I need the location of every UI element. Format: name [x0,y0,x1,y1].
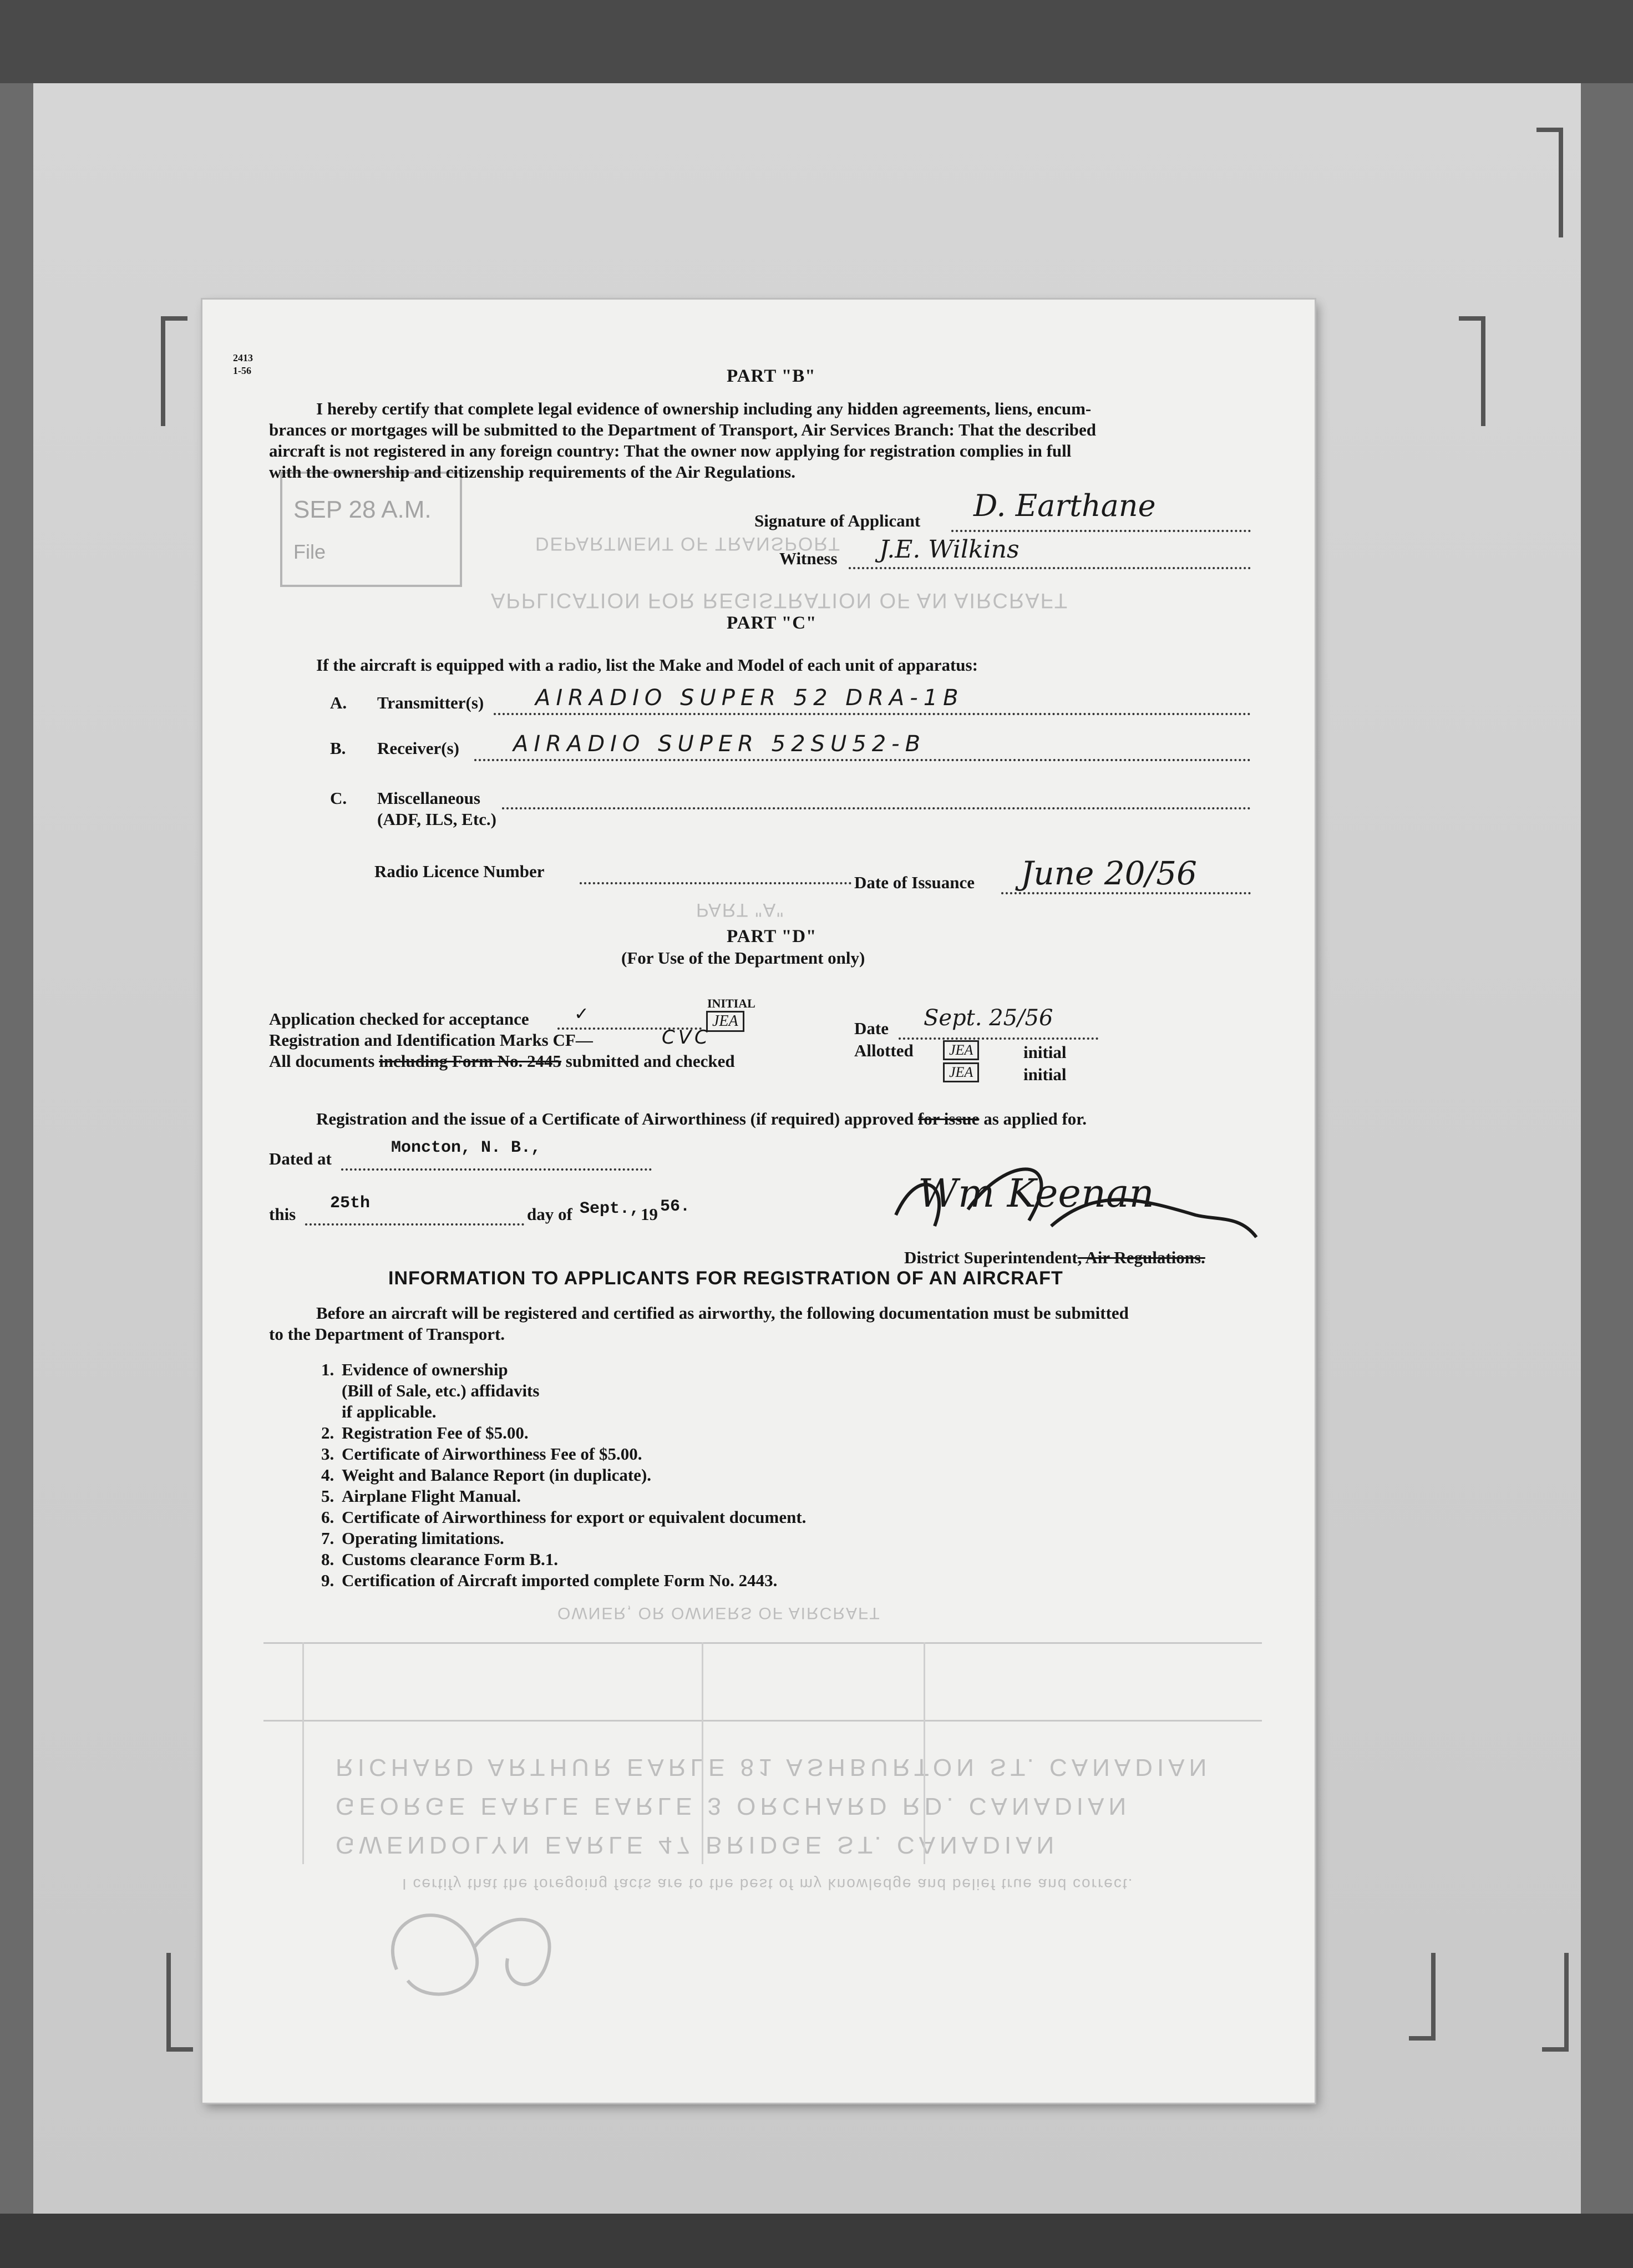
film-border-bottom [0,2214,1633,2268]
dated-at-label: Dated at [269,1149,332,1168]
film-border-top [0,0,1633,83]
allotted-label: Allotted [854,1041,914,1060]
docs-checked-label [269,1051,735,1072]
docs-label-end: submitted and checked [561,1051,735,1071]
misc-label: Miscellaneous [377,788,480,808]
official-title-struck: , Air Regulations. [1077,1248,1205,1267]
year-prefix: 19 [641,1204,658,1224]
checked-mark: ✓ [574,1004,589,1024]
allotted-initial-word-1: initial [1023,1042,1067,1062]
official-signature: Wm Keenan [918,1171,1154,1216]
issuance-line [1001,892,1251,894]
part-c-heading: PART "C" [727,613,817,633]
dated-at-line [341,1168,652,1171]
this-label: this [269,1204,296,1224]
transmitter-letter: A. [330,693,347,712]
doc-item-3: 3. Certificate of Airworthiness Fee of $5.00. [338,1444,1004,1465]
signature-applicant-line [951,530,1251,532]
doc-item-9: 9. Certification of Aircraft imported complete Form No. 2443. [338,1570,1004,1591]
approval-start: Registration and the issue of a Certificate of Airworthiness (if required) approved [316,1109,918,1128]
allotted-initial-box-1: JEA [943,1040,979,1060]
misc-sublabel: (ADF, ILS, Etc.) [377,809,497,829]
licence-line [580,882,851,884]
ghost-application: APPLICATION FOR REGISTRATION OF AN AIRCRAFT [491,589,1069,612]
receiver-line [474,759,1251,761]
part-b-line-4: with the ownership and citizenship requirements of the Air Regulations. [269,462,795,482]
allotted-initial-box-2: JEA [943,1062,979,1082]
crop-mark-bottom-left [166,1953,193,2052]
form-code-date: 1-56 [233,365,251,376]
part-d-heading: PART "D" [727,927,817,946]
crop-mark-bottom-right-inner [1409,1953,1436,2041]
date-value: Sept. 25/56 [924,1005,1053,1031]
misc-letter: C. [330,788,347,808]
licence-label: Radio Licence Number [374,862,545,881]
part-b-heading: PART "B" [727,366,816,386]
form-sheet [202,300,1315,2103]
doc-item-5: 5. Airplane Flight Manual. [338,1486,1004,1507]
received-stamp [280,472,462,587]
doc-item-7: 7. Operating limitations. [338,1528,1004,1549]
part-b-line-3: aircraft is not registered in any foreign country: That the owner now applying for registration complies in full [269,441,1072,460]
misc-line [502,807,1251,809]
doc-item-6: 6. Certificate of Airworthiness for export or equivalent document. [338,1507,1004,1528]
ghost-owner-3: GWENDOLYN EARLE 47 BRIDGE ST. CANADIAN [336,1831,1059,1859]
dated-at-value: Moncton, N. B., [391,1138,541,1157]
info-intro-2: to the Department of Transport. [269,1324,505,1344]
ghost-dept: DEPARTMENT OF TRANSPORT [535,533,841,554]
part-d-subheading: (For Use of the Department only) [621,948,865,968]
day-line [305,1223,524,1226]
docs-label-start: All documents [269,1051,379,1071]
checked-initial-box: JEA [706,1011,744,1032]
part-b-line-1: I hereby certify that complete legal evidence of ownership including any hidden agreements, liens, encum- [316,399,1092,418]
allotted-initial-word-2: initial [1023,1065,1067,1084]
marks-value: CVC [662,1026,711,1049]
crop-mark-top-right-inner [1459,316,1485,426]
doc-item-1: 1. Evidence of ownership (Bill of Sale, etc.) affidavits if applicable. [338,1359,541,1422]
doc-item-2: 2. Registration Fee of $5.00. [338,1422,1004,1444]
year-value: 56. [660,1197,691,1216]
approval-statement [316,1108,1087,1130]
official-title [904,1247,1205,1268]
witness-value: J.E. Wilkins [879,535,1020,564]
doc-item-8: 8. Customs clearance Form B.1. [338,1549,1004,1570]
witness-line [849,567,1251,569]
info-intro-1: Before an aircraft will be registered and certified as airworthy, the following documentation must be submitted [316,1303,1129,1323]
signature-applicant-label: Signature of Applicant [754,511,921,530]
day-of-label: day of [527,1204,572,1224]
docs-label-struck: including Form No. 2445 [379,1051,562,1071]
witness-label: Witness [779,549,838,568]
ghost-table-top [263,1642,1262,1644]
ghost-table-header-rule [263,1720,1262,1722]
doc-item-4: 4. Weight and Balance Report (in duplicate). [338,1465,1004,1486]
signature-applicant-value: D. Earthane [973,488,1156,523]
official-title-start: District Superintendent [904,1248,1078,1267]
day-value: 25th [330,1194,371,1213]
approval-end: as applied for. [979,1109,1087,1128]
date-line [899,1037,1098,1040]
official-signature-flourish [885,1132,1273,1259]
transmitter-line [494,713,1251,715]
stamp-date: SEP 28 A.M. [293,496,432,523]
ghost-table-col-1 [302,1642,304,1864]
documentation-list [316,1359,1004,1591]
info-title: INFORMATION TO APPLICANTS FOR REGISTRATION OF AN AIRCRAFT [388,1268,1063,1289]
ghost-signature [363,1881,641,2014]
initial-header: INITIAL [707,996,755,1010]
ghost-owners: OWNER, OR OWNERS OF AIRCRAFT [557,1604,881,1622]
ghost-owner-1: RICHARD ARTHUR EARLE 81 ASHBURTON ST. CANADIAN [336,1754,1211,1781]
ghost-table-col-3 [924,1642,925,1864]
approval-struck: for issue [917,1109,980,1128]
date-label: Date [854,1019,889,1038]
ghost-part-a: PART "A" [696,899,785,920]
transmitter-label: Transmitter(s) [377,693,484,712]
month-value: Sept., [580,1199,640,1218]
checked-label: Application checked for acceptance [269,1009,529,1029]
stamp-file: File [293,540,326,563]
receiver-value: AIRADIO SUPER 52SU52-B [513,731,926,757]
receiver-letter: B. [330,738,346,758]
marks-label: Registration and Identification Marks CF— [269,1030,593,1050]
issuance-label: Date of Issuance [854,873,975,892]
part-c-intro: If the aircraft is equipped with a radio, list the Make and Model of each unit of apparatus: [316,655,978,675]
ghost-owner-2: GEORGE EARLE EARLE 3 ORCHARD RD. CANADIAN [336,1793,1131,1820]
crop-mark-top-right [1536,128,1563,237]
ghost-table-col-2 [702,1642,703,1864]
ghost-certify: I certify that the foregoing facts are to the best of my knowledge and belief true and correct. [402,1876,1134,1893]
crop-mark-top-left [161,316,187,426]
part-b-line-2: brances or mortgages will be submitted to the Department of Transport, Air Services Branch: That the described [269,420,1097,439]
form-code-number: 2413 [233,352,253,363]
transmitter-value: AIRADIO SUPER 52 DRA-1B [535,685,964,711]
receiver-label: Receiver(s) [377,738,460,758]
issuance-value: June 20/56 [1021,854,1197,892]
crop-mark-bottom-right [1542,1953,1569,2052]
